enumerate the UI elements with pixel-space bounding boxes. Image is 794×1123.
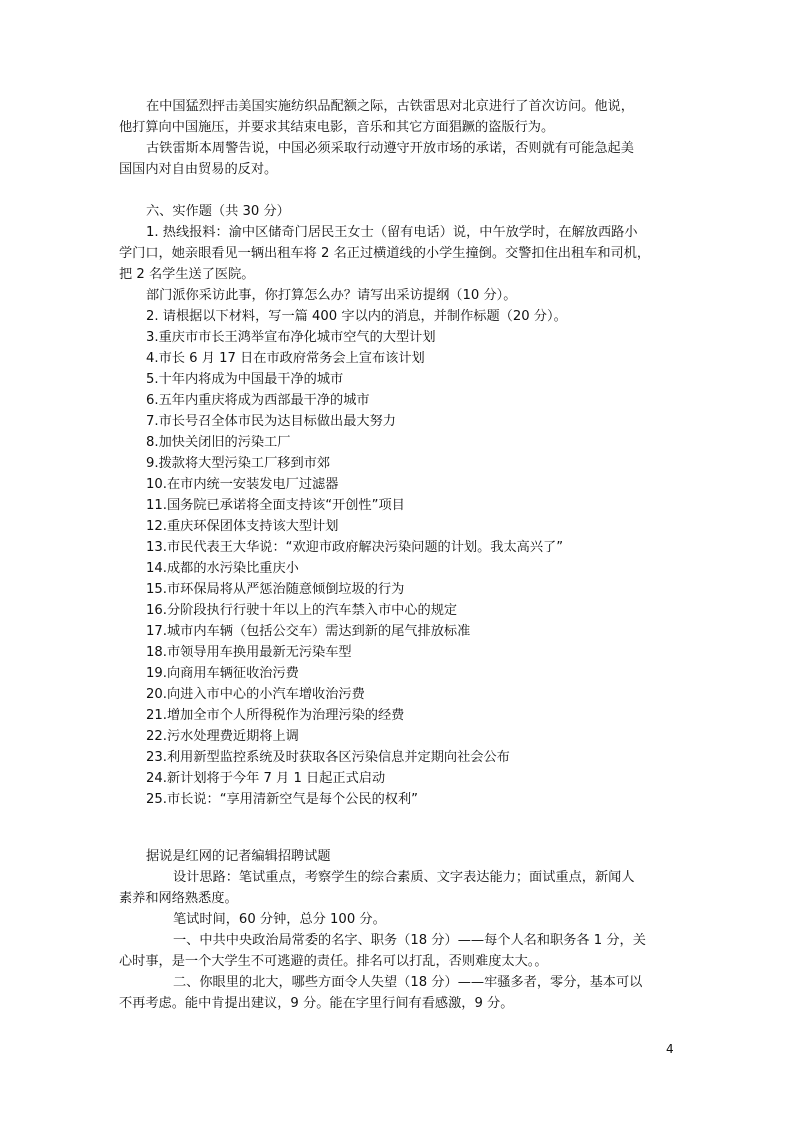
list-item: 13.市民代表王大华说：“欢迎市政府解决污染问题的计划。我太高兴了” xyxy=(146,540,564,555)
list-item: 24.新计划将于今年 7 月 1 日起正式启动 xyxy=(146,771,386,786)
list-item: 7.市长号召全体市民为达目标做出最大努力 xyxy=(146,414,396,429)
recruitment-section xyxy=(119,846,679,1014)
list-item: 5.十年内将成为中国最干净的城市 xyxy=(146,372,344,387)
section-title: 据说是红网的记者编辑招聘试题 xyxy=(146,849,331,864)
list-item: 11.国务院已承诺将全面支持该“开创性”项目 xyxy=(146,498,405,513)
list-item: 23.利用新型监控系统及时获取各区污染信息并定期向社会公布 xyxy=(146,750,510,765)
list-item: 15.市环保局将从严惩治随意倾倒垃圾的行为 xyxy=(146,582,405,597)
list-item: 19.向商用车辆征收治污费 xyxy=(146,666,299,681)
question-line: 1. 热线报料：渝中区储奇门居民王女士（留有电话）说，中午放学时，在解放西路小 xyxy=(146,225,638,240)
section-heading: 六、实作题（共 30 分） xyxy=(146,204,290,219)
list-item: 4.市长 6 月 17 日在市政府常务会上宣布该计划 xyxy=(146,351,425,366)
paragraph-line: 心时事，是一个大学生不可逃避的责任。排名可以打乱，否则难度太大。。 xyxy=(119,954,548,969)
paragraph-line: 古铁雷斯本周警告说，中国必须采取行动遵守开放市场的承诺，否则就有可能急起美 xyxy=(146,141,634,156)
paragraph-line: 笔试时间，60 分钟，总分 100 分。 xyxy=(173,912,386,927)
list-item: 18.市领导用车换用最新无污染车型 xyxy=(146,645,352,660)
list-item: 16.分阶段执行行驶十年以上的汽车禁入市中心的规定 xyxy=(146,603,458,618)
news-paragraphs xyxy=(119,96,679,180)
list-item: 8.加快关闭旧的污染工厂 xyxy=(146,435,291,450)
question-line: 2. 请根据以下材料，写一篇 400 字以内的消息，并制作标题（20 分）。 xyxy=(146,309,567,324)
paragraph-line: 设计思路：笔试重点，考察学生的综合素质、文字表达能力；面试重点，新闻人 xyxy=(173,870,635,885)
paragraph-line: 素养和网络熟悉度。 xyxy=(119,891,238,906)
paragraph-line: 在中国猛烈抨击美国实施纺织品配额之际，古铁雷思对北京进行了首次访问。他说， xyxy=(146,99,634,114)
question-line: 学门口，她亲眼看见一辆出租车将 2 名正过横道线的小学生撞倒。交警扣住出租车和司机， xyxy=(119,246,651,261)
list-item: 20.向进入市中心的小汽车增收治污费 xyxy=(146,687,365,702)
list-item: 9.拨款将大型污染工厂移到市郊 xyxy=(146,456,331,471)
paragraph-line: 一、中共中央政治局常委的名字、职务（18 分）——每个人名和职务各 1 分，关 xyxy=(173,933,646,948)
list-item: 10.在市内统一安装发电厂过滤器 xyxy=(146,477,339,492)
list-item: 21.增加全市个人所得税作为治理污染的经费 xyxy=(146,708,405,723)
list-item: 17.城市内车辆（包括公交车）需达到新的尾气排放标准 xyxy=(146,624,471,639)
paragraph-line: 他打算向中国施压，并要求其结束电影，音乐和其它方面猖蹶的盗版行为。 xyxy=(119,120,555,135)
list-item: 6.五年内重庆将成为西部最干净的城市 xyxy=(146,393,370,408)
page-number: 4 xyxy=(666,1042,674,1056)
paragraph-line: 国国内对自由贸易的反对。 xyxy=(119,162,278,177)
paragraph-line: 不再考虑。能中肯提出建议，9 分。能在字里行间有看感激，9 分。 xyxy=(119,996,514,1011)
question-line: 把 2 名学生送了医院。 xyxy=(119,267,255,282)
paragraph-line: 二、你眼里的北大，哪些方面令人失望（18 分）——牢骚多者，零分，基本可以 xyxy=(173,975,643,990)
question-line: 部门派你采访此事，你打算怎么办？请写出采访提纲（10 分）。 xyxy=(146,288,517,303)
exercise-section xyxy=(119,201,679,810)
list-item: 22.污水处理费近期将上调 xyxy=(146,729,299,744)
list-item: 25.市长说：“享用清新空气是每个公民的权利” xyxy=(146,792,419,807)
list-item: 3.重庆市市长王鸿举宣布净化城市空气的大型计划 xyxy=(146,330,436,345)
list-item: 12.重庆环保团体支持该大型计划 xyxy=(146,519,339,534)
list-item: 14.成都的水污染比重庆小 xyxy=(146,561,299,576)
